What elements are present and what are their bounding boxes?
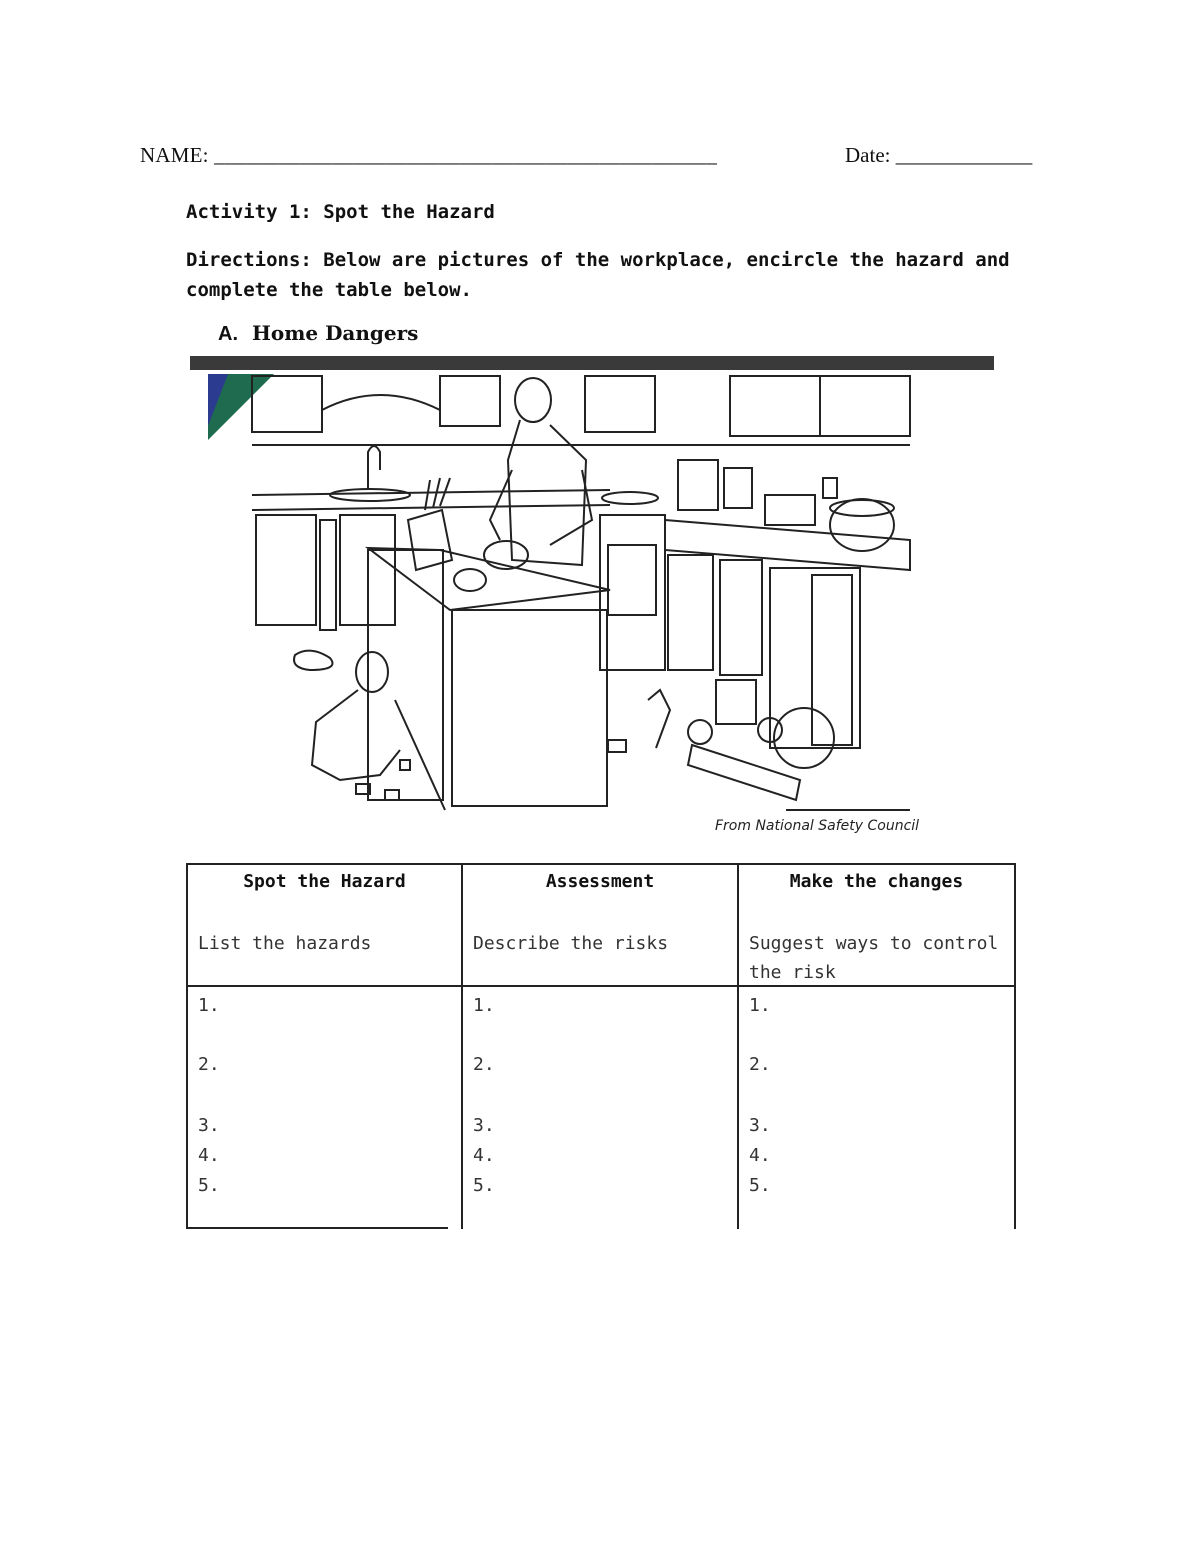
changes-row-2: 2. [749, 1054, 771, 1075]
hazard-table [186, 863, 1016, 1229]
assessment-row-4: 4. [473, 1145, 495, 1166]
assessment-row-5: 5. [473, 1175, 495, 1196]
column-heading-hazard: Spot the Hazard [243, 871, 406, 892]
changes-row-1: 1. [749, 995, 771, 1016]
table-col-divider-2 [737, 863, 739, 1229]
section-letter: A. [218, 323, 238, 345]
section-title: Home Dangers [252, 321, 419, 345]
column-heading-assessment: Assessment [545, 871, 655, 892]
table-right-border [1014, 863, 1016, 1229]
changes-row-3: 3. [749, 1115, 771, 1136]
activity-title: Activity 1: Spot the Hazard [186, 201, 495, 223]
table-col-divider-1 [461, 863, 463, 1229]
table-bottom-border [186, 1227, 448, 1229]
hazard-row-1: 1. [198, 995, 220, 1016]
hazard-row-4: 4. [198, 1145, 220, 1166]
name-field-label: NAME: _______________________________________________ [140, 143, 718, 167]
table-left-border [186, 863, 188, 1229]
kitchen-drawing [190, 370, 994, 812]
assessment-row-1: 1. [473, 995, 495, 1016]
directions-text: Directions: Below are pictures of the workplace, encircle the hazard and complete the table below. [186, 249, 1010, 301]
assessment-row-2: 2. [473, 1054, 495, 1075]
image-credit: From National Safety Council [715, 818, 920, 834]
hazard-row-5: 5. [198, 1175, 220, 1196]
column-subheading-hazard: List the hazards [198, 933, 372, 954]
hazard-row-2: 2. [198, 1054, 220, 1075]
date-field-label: Date: _____________ [845, 143, 1033, 167]
changes-row-5: 5. [749, 1175, 771, 1196]
changes-row-4: 4. [749, 1145, 771, 1166]
assessment-row-3: 3. [473, 1115, 495, 1136]
column-subheading-assessment: Describe the risks [473, 933, 669, 954]
hazard-row-3: 3. [198, 1115, 220, 1136]
table-top-border [186, 863, 1016, 865]
kitchen-hazard-illustration [190, 356, 994, 812]
column-subheading-changes: Suggest ways to control the risk [749, 933, 999, 983]
column-heading-changes: Make the changes [789, 871, 964, 892]
section-heading [218, 321, 418, 346]
